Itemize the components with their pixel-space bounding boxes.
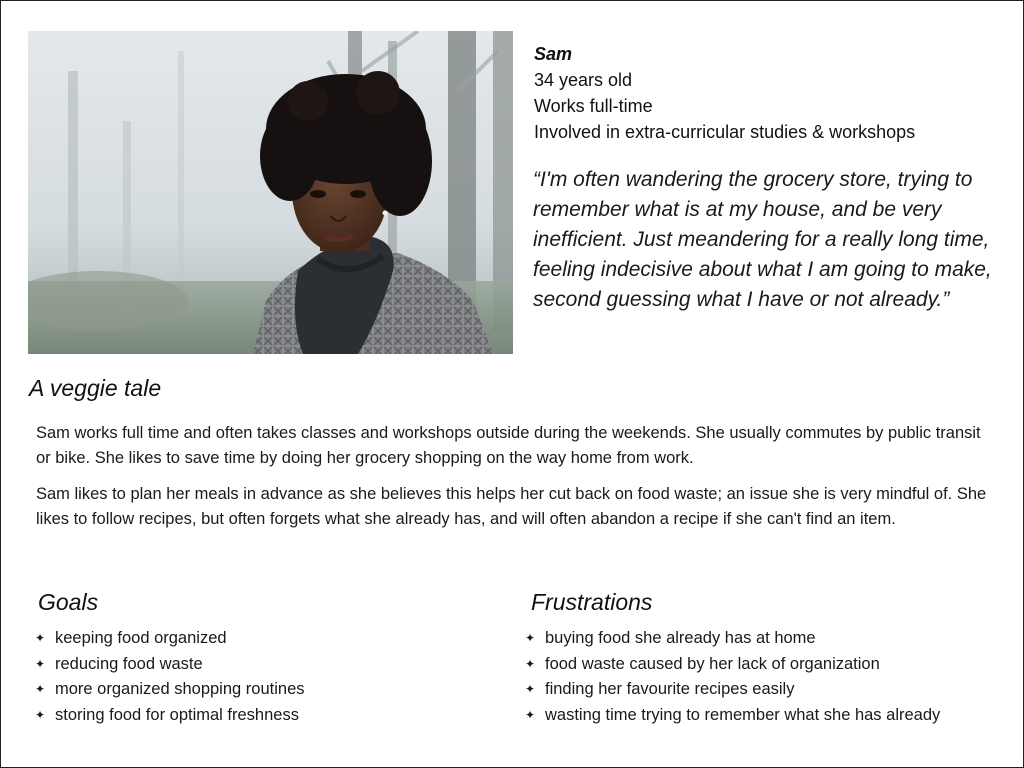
story-title: A veggie tale xyxy=(29,375,162,401)
persona-age: 34 years old xyxy=(534,70,633,90)
persona-activities: Involved in extra-curricular studies & workshops xyxy=(534,122,916,142)
frustration-item: ✦ buying food she already has at home xyxy=(525,626,1005,652)
story-paragraph-2: Sam likes to plan her meals in advance as she believes this helps her cut back on food waste; an issue she is very mindful of. She likes to follow recipes, but often forgets what she already has, and will often abandon a recipe if she can't find an item. xyxy=(36,485,987,528)
persona-work: Works full-time xyxy=(534,96,653,116)
frustration-item: ✦ wasting time trying to remember what she has already xyxy=(525,703,1005,729)
goals-list xyxy=(35,626,495,728)
sparkle-bullet-icon: ✦ xyxy=(35,631,46,645)
sparkle-bullet-icon: ✦ xyxy=(525,707,536,722)
persona-portrait-photo xyxy=(28,31,513,354)
sparkle-bullet-icon: ✦ xyxy=(525,682,536,696)
persona-name: Sam xyxy=(534,44,573,64)
goal-item: ✦ reducing food waste xyxy=(35,652,495,678)
sparkle-bullet-icon: ✦ xyxy=(35,682,46,696)
goals-title: Goals xyxy=(38,589,99,615)
frustration-item: ✦ food waste caused by her lack of organization xyxy=(525,652,1005,678)
goal-item: ✦ storing food for optimal freshness xyxy=(35,703,495,729)
goal-item: ✦ more organized shopping routines xyxy=(35,677,495,703)
sparkle-bullet-icon: ✦ xyxy=(525,631,536,645)
persona-profile xyxy=(534,41,1004,145)
frustration-item: ✦ finding her favourite recipes easily xyxy=(525,677,1005,703)
persona-quote: “I'm often wandering the grocery store, trying to remember what is at my house, and be very inefficient. Just meandering for a really long time, feeling indecisive about what I am going to make, second guessing what I have or not already.” xyxy=(533,168,992,311)
frustrations-list xyxy=(525,626,1005,728)
sparkle-bullet-icon: ✦ xyxy=(35,707,46,722)
frustrations-title: Frustrations xyxy=(531,589,653,615)
story-paragraph-1: Sam works full time and often takes classes and workshops outside during the weekends. She usually commutes by public transit or bike. She likes to save time by doing her grocery shopping on the way home from work. xyxy=(36,424,981,467)
sparkle-bullet-icon: ✦ xyxy=(35,656,46,671)
goal-item: ✦ keeping food organized xyxy=(35,626,495,652)
sparkle-bullet-icon: ✦ xyxy=(525,656,536,671)
